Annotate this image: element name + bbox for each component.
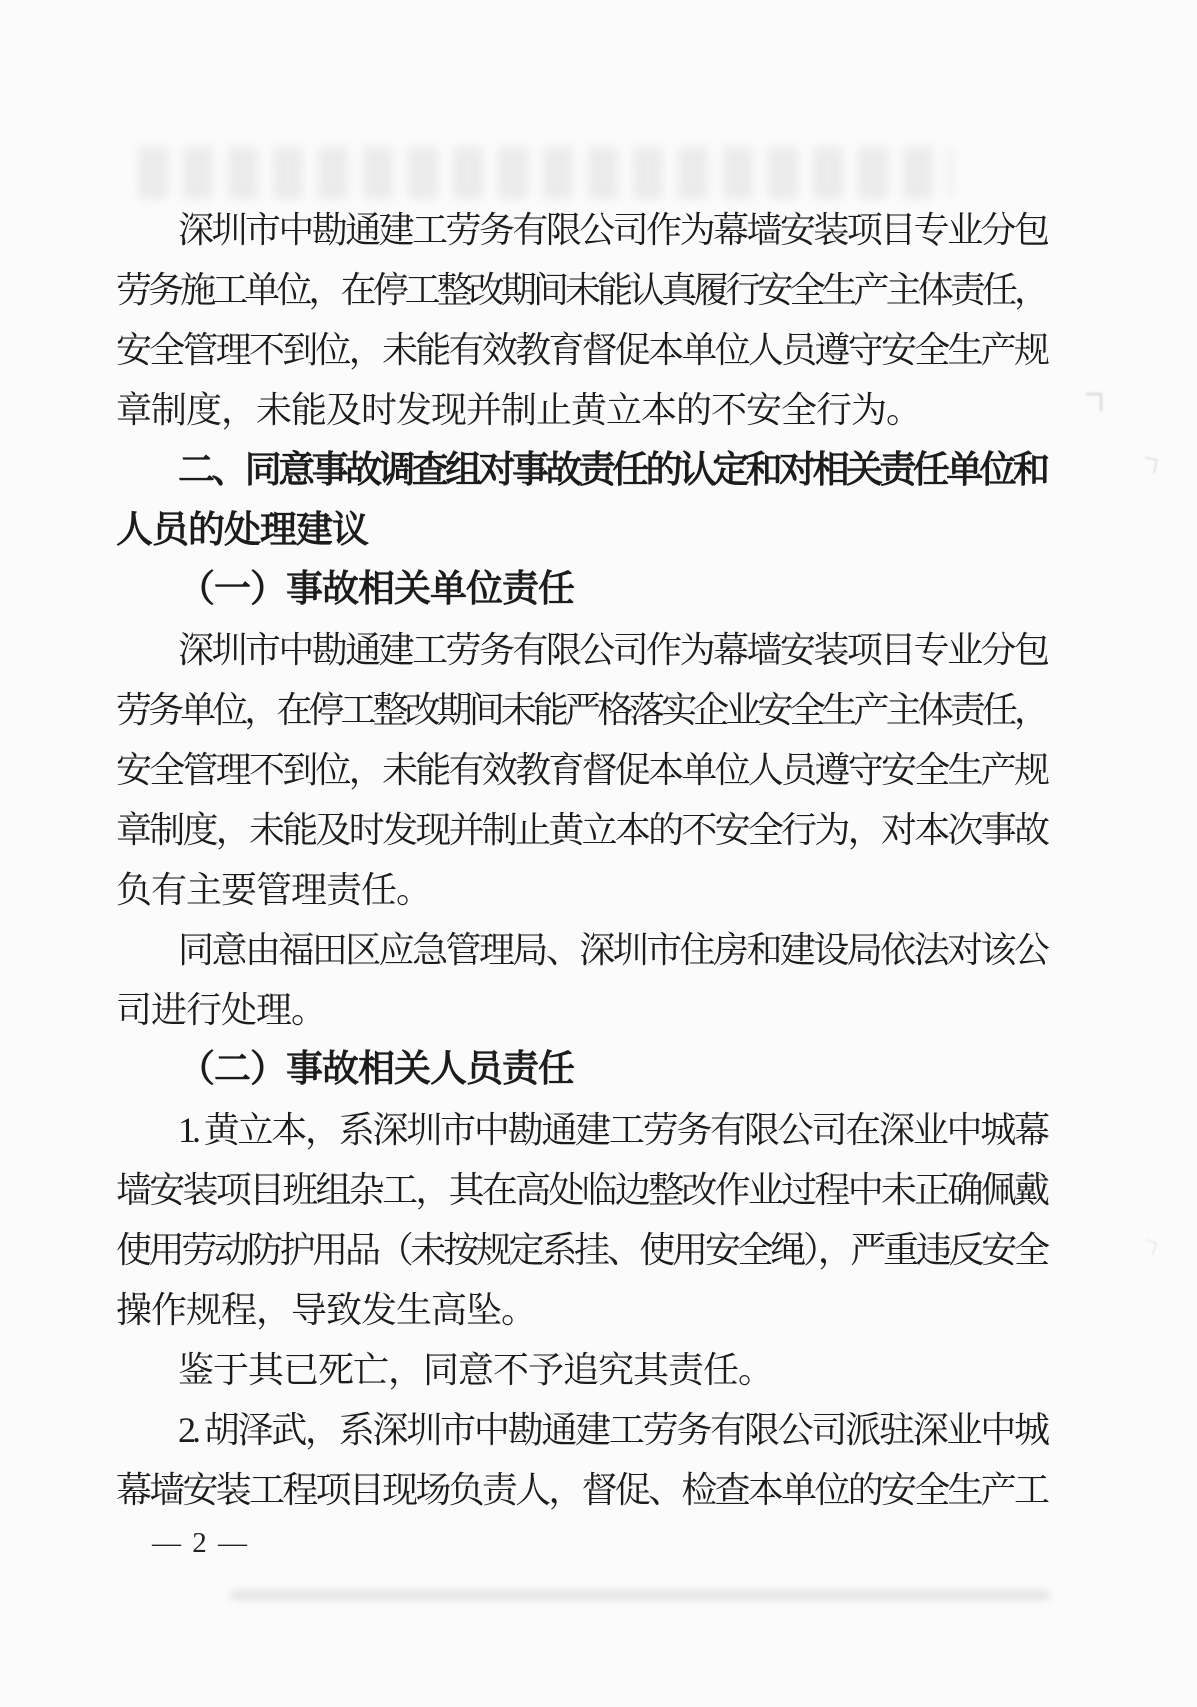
body-line: 负有主要管理责任。 xyxy=(116,870,432,910)
scan-bleed-through-artifact xyxy=(138,147,953,199)
body-line: 安全管理不到位，未能有效教育督促本单位人员遵守安全生产规 xyxy=(116,750,1046,790)
body-line: 劳务施工单位，在停工整改期间未能认真履行安全生产主体责任， xyxy=(116,270,1046,310)
subsection-heading: （一）事故相关单位责任 xyxy=(178,569,574,610)
scan-artifact xyxy=(1143,1239,1158,1255)
document-body xyxy=(116,200,1046,1520)
body-line: 司进行处理。 xyxy=(116,990,327,1030)
body-line: 1. 黄立本，系深圳市中勘通建工劳务有限公司在深业中城幕 xyxy=(178,1110,1046,1150)
body-line: 幕墙安装工程项目现场负责人，督促、检查本单位的安全生产工 xyxy=(116,1470,1046,1510)
subsection-heading: （二）事故相关人员责任 xyxy=(178,1049,574,1090)
body-line: 使用劳动防护用品（未按规定系挂、使用安全绳），严重违反安全 xyxy=(116,1230,1046,1270)
body-line: 同意由福田区应急管理局、深圳市住房和建设局依法对该公 xyxy=(178,930,1046,970)
body-line: 深圳市中勘通建工劳务有限公司作为幕墙安装项目专业分包 xyxy=(178,630,1046,670)
body-line: 章制度，未能及时发现并制止黄立本的不安全行为。 xyxy=(116,390,922,430)
body-line: 2. 胡泽武，系深圳市中勘通建工劳务有限公司派驻深业中城 xyxy=(178,1410,1046,1450)
body-line: 墙安装项目班组杂工，其在高处临边整改作业过程中未正确佩戴 xyxy=(116,1170,1046,1210)
page-number: — 2 — xyxy=(152,1527,249,1559)
body-line: 深圳市中勘通建工劳务有限公司作为幕墙安装项目专业分包 xyxy=(178,210,1046,250)
scan-artifact xyxy=(1142,457,1158,474)
body-line: 劳务单位，在停工整改期间未能严格落实企业安全生产主体责任， xyxy=(116,690,1046,730)
body-line: 操作规程，导致发生高坠。 xyxy=(116,1290,537,1330)
body-line: 鉴于其已死亡，同意不予追究其责任。 xyxy=(178,1350,774,1390)
section-heading-line: 二、同意事故调查组对事故责任的认定和对相关责任单位和 xyxy=(178,449,1046,490)
scan-artifact-streak xyxy=(230,1590,1050,1600)
scan-artifact xyxy=(1086,393,1102,411)
body-line: 章制度，未能及时发现并制止黄立本的不安全行为，对本次事故 xyxy=(116,810,1046,850)
section-heading-line: 人员的处理建议 xyxy=(116,509,368,550)
body-line: 安全管理不到位，未能有效教育督促本单位人员遵守安全生产规 xyxy=(116,330,1046,370)
